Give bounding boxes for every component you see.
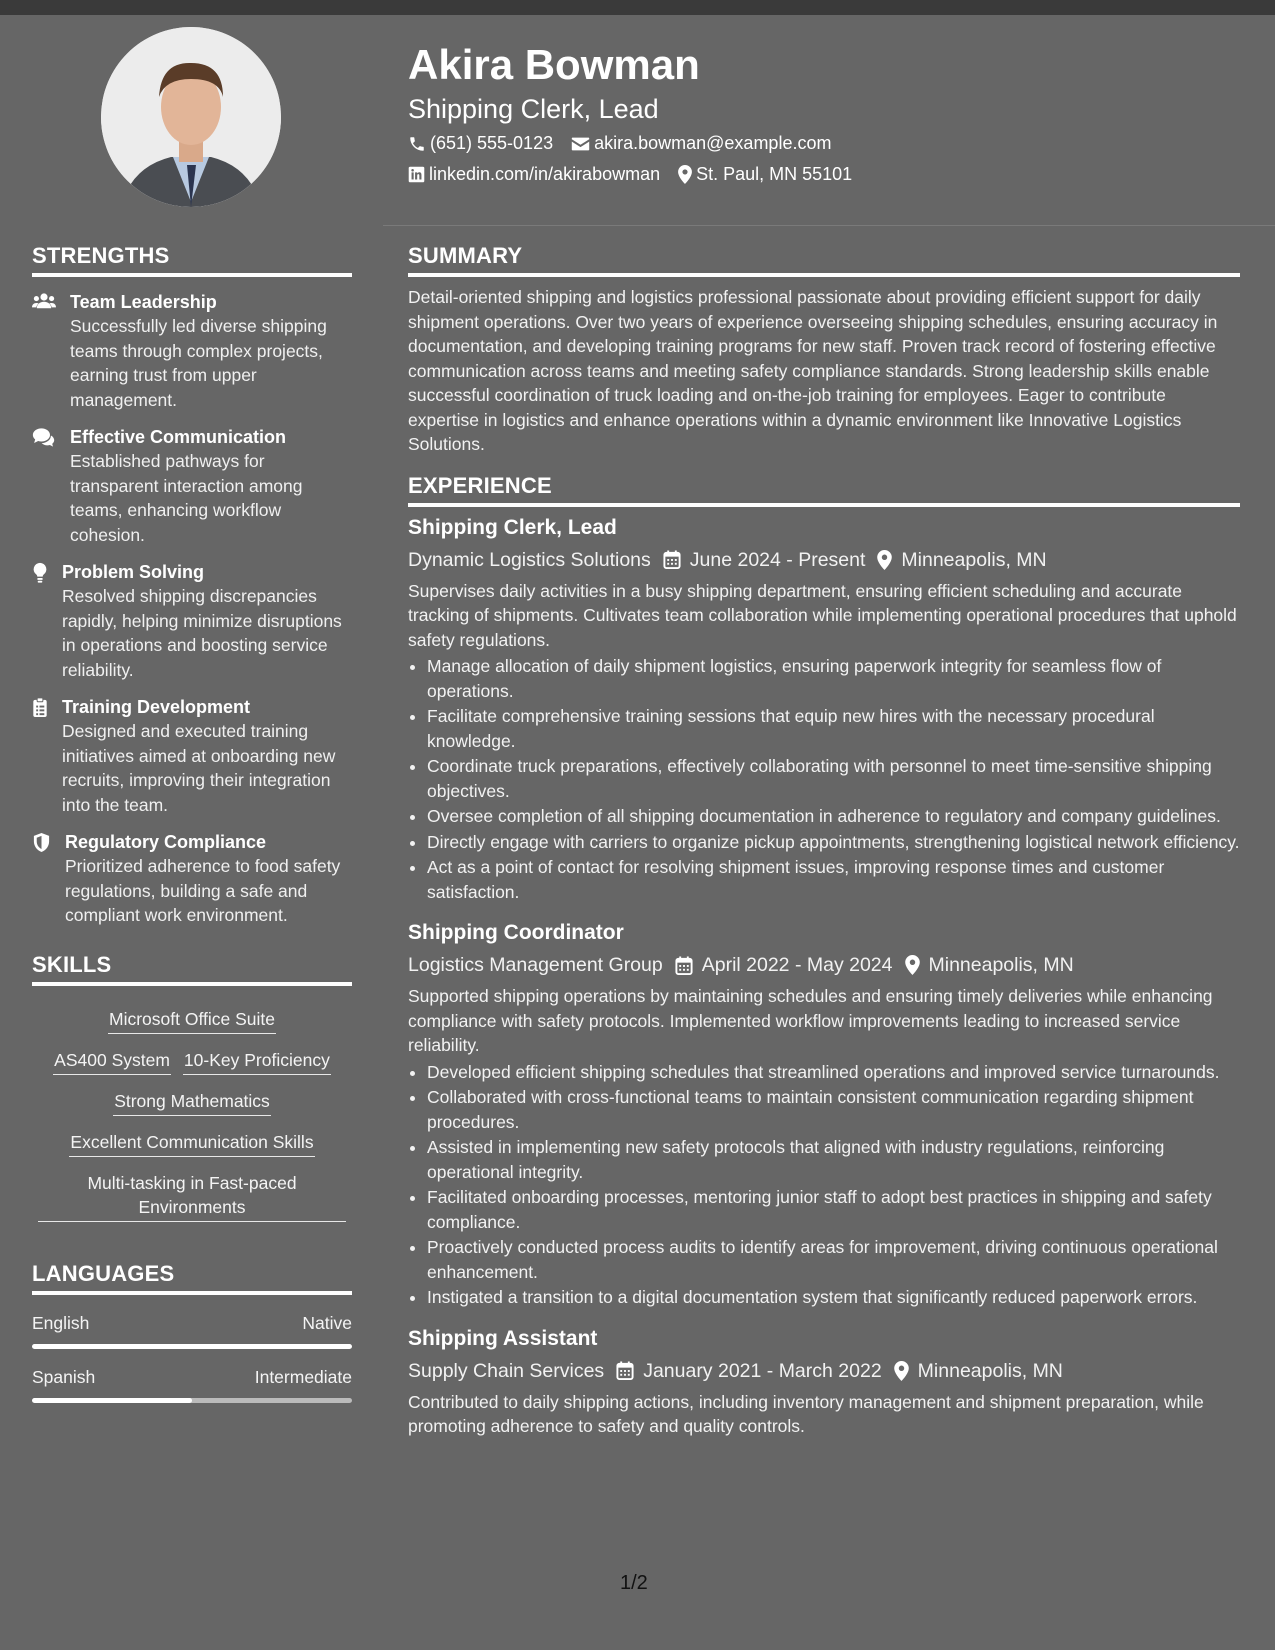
email-item[interactable] (571, 133, 831, 154)
language-row (32, 1367, 352, 1388)
profile-photo (101, 27, 281, 207)
skill-tag: Excellent Communication Skills (69, 1130, 314, 1157)
experience-list (408, 513, 1240, 1439)
job-location (894, 1358, 1063, 1384)
job-location-text: Minneapolis, MN (917, 1359, 1063, 1382)
strength-body (65, 830, 352, 928)
page-number: 1/2 (620, 1572, 648, 1594)
job-entry (408, 918, 1240, 1310)
language-bar-fill (32, 1344, 352, 1349)
job-description: Supported shipping operations by maintaining schedules and ensuring timely deliveries while enhancing compliance with safety protocols. Implemented workflow improvements leading to increased service reliability. (408, 986, 1213, 1055)
bullet-item: • Developed efficient shipping schedules that streamlined operations and improved service turnarounds. (427, 1060, 1240, 1085)
job-entry (408, 513, 1240, 905)
map-pin-icon (894, 1361, 918, 1381)
map-pin-icon (877, 550, 901, 570)
job-location (905, 952, 1074, 978)
job-bullets (408, 1060, 1240, 1310)
strength-item (32, 425, 352, 547)
lightbulb-icon (32, 560, 48, 682)
job-title: Shipping Coordinator (408, 921, 624, 944)
strength-desc: Successfully led diverse shipping teams through complex projects, earning trust from upper management. (70, 316, 327, 410)
bullet-item: • Facilitated onboarding processes, mentoring junior staff to adopt best practices in shipping and safety compliance. (427, 1185, 1240, 1234)
bullet-item: • Collaborated with cross-functional teams to maintain consistent communication regarding shipment procedures. (427, 1085, 1240, 1134)
skills-heading: SKILLS (32, 952, 352, 986)
shield-icon (32, 830, 51, 928)
envelope-icon (571, 136, 590, 152)
job-description: Contributed to daily shipping actions, including inventory management and shipment preparation, while promoting adherence to safety and quality controls. (408, 1391, 1204, 1436)
summary-text: Detail-oriented shipping and logistics professional passionate about providing efficient support for daily shipment operations. Over two years of experience overseeing shipping schedules, ensuring accuracy in documentation, and developing training programs for new staff. Proven track record of fostering effective communication across teams and meeting safety compliance standards. Strong leadership skills enable successful coordination of truck loading and on-the-job training for employees. Eager to contribute expertise in logistics and enhance operations within a dynamic environment like Innovative Logistics Solutions. (408, 287, 1218, 454)
job-entry (408, 1324, 1240, 1439)
linkedin-item[interactable] (408, 164, 660, 185)
linkedin-text[interactable]: linkedin.com/in/akirabowman (429, 164, 661, 184)
languages-list (32, 1313, 352, 1403)
strengths-heading: STRENGTHS (32, 243, 352, 277)
languages-heading: LANGUAGES (32, 1261, 352, 1295)
contact-row-2 (408, 164, 870, 185)
strength-title: Effective Communication (70, 427, 287, 447)
summary-heading: SUMMARY (408, 243, 1240, 277)
skill-tag: 10-Key Proficiency (183, 1048, 331, 1075)
bullet-item: • Instigated a transition to a digital documentation system that significantly reduced paperwork errors. (427, 1285, 1240, 1310)
language-item (32, 1313, 352, 1349)
strength-item (32, 560, 352, 682)
job-title: Shipping Clerk, Lead (408, 515, 617, 539)
bullet-item: • Oversee completion of all shipping documentation in adherence to regulatory and company guidelines. (427, 804, 1240, 829)
strength-desc: Prioritized adherence to food safety regulations, building a safe and compliant work environment. (65, 856, 341, 925)
candidate-title: Shipping Clerk, Lead (408, 94, 659, 124)
header-divider (383, 225, 1275, 226)
strength-body (70, 425, 352, 547)
skill-tag: Microsoft Office Suite (108, 1007, 276, 1034)
strength-desc: Designed and executed training initiatives aimed at onboarding new recruits, improving their integration into the team. (62, 721, 336, 815)
language-level: Intermediate (254, 1366, 352, 1387)
linkedin-icon (408, 166, 425, 183)
top-bar (0, 0, 1275, 15)
skill-tag: Multi-tasking in Fast-paced Environments (38, 1171, 346, 1222)
strength-item (32, 290, 352, 412)
job-meta (408, 547, 1240, 573)
strength-item (32, 830, 352, 928)
clipboard-icon (32, 695, 48, 817)
job-meta (408, 1358, 1240, 1384)
language-level: Native (302, 1312, 352, 1333)
phone-icon (408, 135, 426, 153)
contact-row-1 (408, 133, 849, 154)
candidate-name: Akira Bowman (408, 41, 700, 88)
job-dates-text: January 2021 - March 2022 (643, 1359, 882, 1382)
strength-desc: Resolved shipping discrepancies rapidly, helping minimize disruptions in operations and boosting service reliability. (62, 586, 342, 680)
strength-item (32, 695, 352, 817)
job-company: Dynamic Logistics Solutions (408, 548, 651, 571)
job-dates-text: June 2024 - Present (689, 548, 866, 571)
strengths-list (32, 290, 352, 928)
strength-title: Team Leadership (70, 292, 217, 312)
bullet-item: • Assisted in implementing new safety protocols that aligned with industry regulations, reinforcing operational integrity. (427, 1135, 1240, 1184)
job-company: Supply Chain Services (408, 1359, 605, 1382)
job-dates (663, 547, 866, 573)
job-description: Supervises daily activities in a busy shipping department, ensuring efficient scheduling and accurate tracking of shipments. Cultivates team collaboration while implementing operational procedures that uphold safety regulations. (408, 580, 1237, 650)
bullet-item: • Facilitate comprehensive training sessions that equip new hires with the necessary procedural knowledge. (427, 704, 1240, 753)
calendar-icon (663, 550, 690, 569)
map-pin-icon (905, 955, 929, 975)
language-name: English (32, 1312, 90, 1333)
language-row (32, 1313, 352, 1334)
bullet-item: • Manage allocation of daily shipment logistics, ensuring paperwork integrity for seamless flow of operations. (427, 654, 1240, 703)
comments-icon (32, 425, 56, 547)
job-dates (616, 1358, 881, 1384)
bullet-item: • Proactively conducted process audits to identify areas for improvement, driving continuous operational enhancement. (427, 1235, 1240, 1284)
skill-tag: Strong Mathematics (113, 1089, 271, 1116)
language-bar (32, 1398, 352, 1403)
strength-title: Training Development (62, 697, 251, 717)
job-dates (675, 952, 893, 978)
phone-item (408, 133, 553, 154)
strength-desc: Established pathways for transparent interaction among teams, enhancing workflow cohesion. (70, 451, 303, 545)
bullet-item: • Directly engage with carriers to organize pickup appointments, strengthening logistical network efficiency. (427, 830, 1240, 855)
job-location-text: Minneapolis, MN (928, 954, 1074, 976)
experience-heading: EXPERIENCE (408, 473, 1240, 507)
job-title: Shipping Assistant (408, 1326, 598, 1350)
skill-tag: AS400 System (53, 1048, 171, 1075)
job-company: Logistics Management Group (408, 954, 663, 976)
language-bar-fill (32, 1398, 192, 1403)
language-bar (32, 1344, 352, 1349)
strength-body (62, 695, 352, 817)
language-item (32, 1367, 352, 1403)
bullet-item: • Act as a point of contact for resolving shipment issues, improving response times and customer satisfaction. (427, 855, 1240, 904)
strength-title: Regulatory Compliance (65, 832, 267, 852)
strength-body (62, 560, 352, 682)
users-icon (32, 290, 56, 412)
map-pin-icon (678, 165, 692, 184)
calendar-icon (675, 956, 702, 975)
job-dates-text: April 2022 - May 2024 (701, 954, 893, 976)
job-meta (408, 952, 1240, 978)
job-location-text: Minneapolis, MN (901, 548, 1047, 571)
email-text[interactable]: akira.bowman@example.com (594, 133, 832, 153)
location-item (678, 164, 852, 185)
language-name: Spanish (32, 1366, 96, 1387)
skills-list (32, 1000, 352, 1229)
bullet-item: • Coordinate truck preparations, effectively collaborating with personnel to meet time-sensitive shipping objectives. (427, 754, 1240, 803)
strength-body (70, 290, 352, 412)
calendar-icon (616, 1361, 643, 1380)
strength-title: Problem Solving (62, 562, 205, 582)
job-location (877, 547, 1046, 573)
location-text: St. Paul, MN 55101 (696, 164, 853, 184)
job-bullets (408, 654, 1240, 904)
phone-text: (651) 555-0123 (430, 133, 554, 153)
